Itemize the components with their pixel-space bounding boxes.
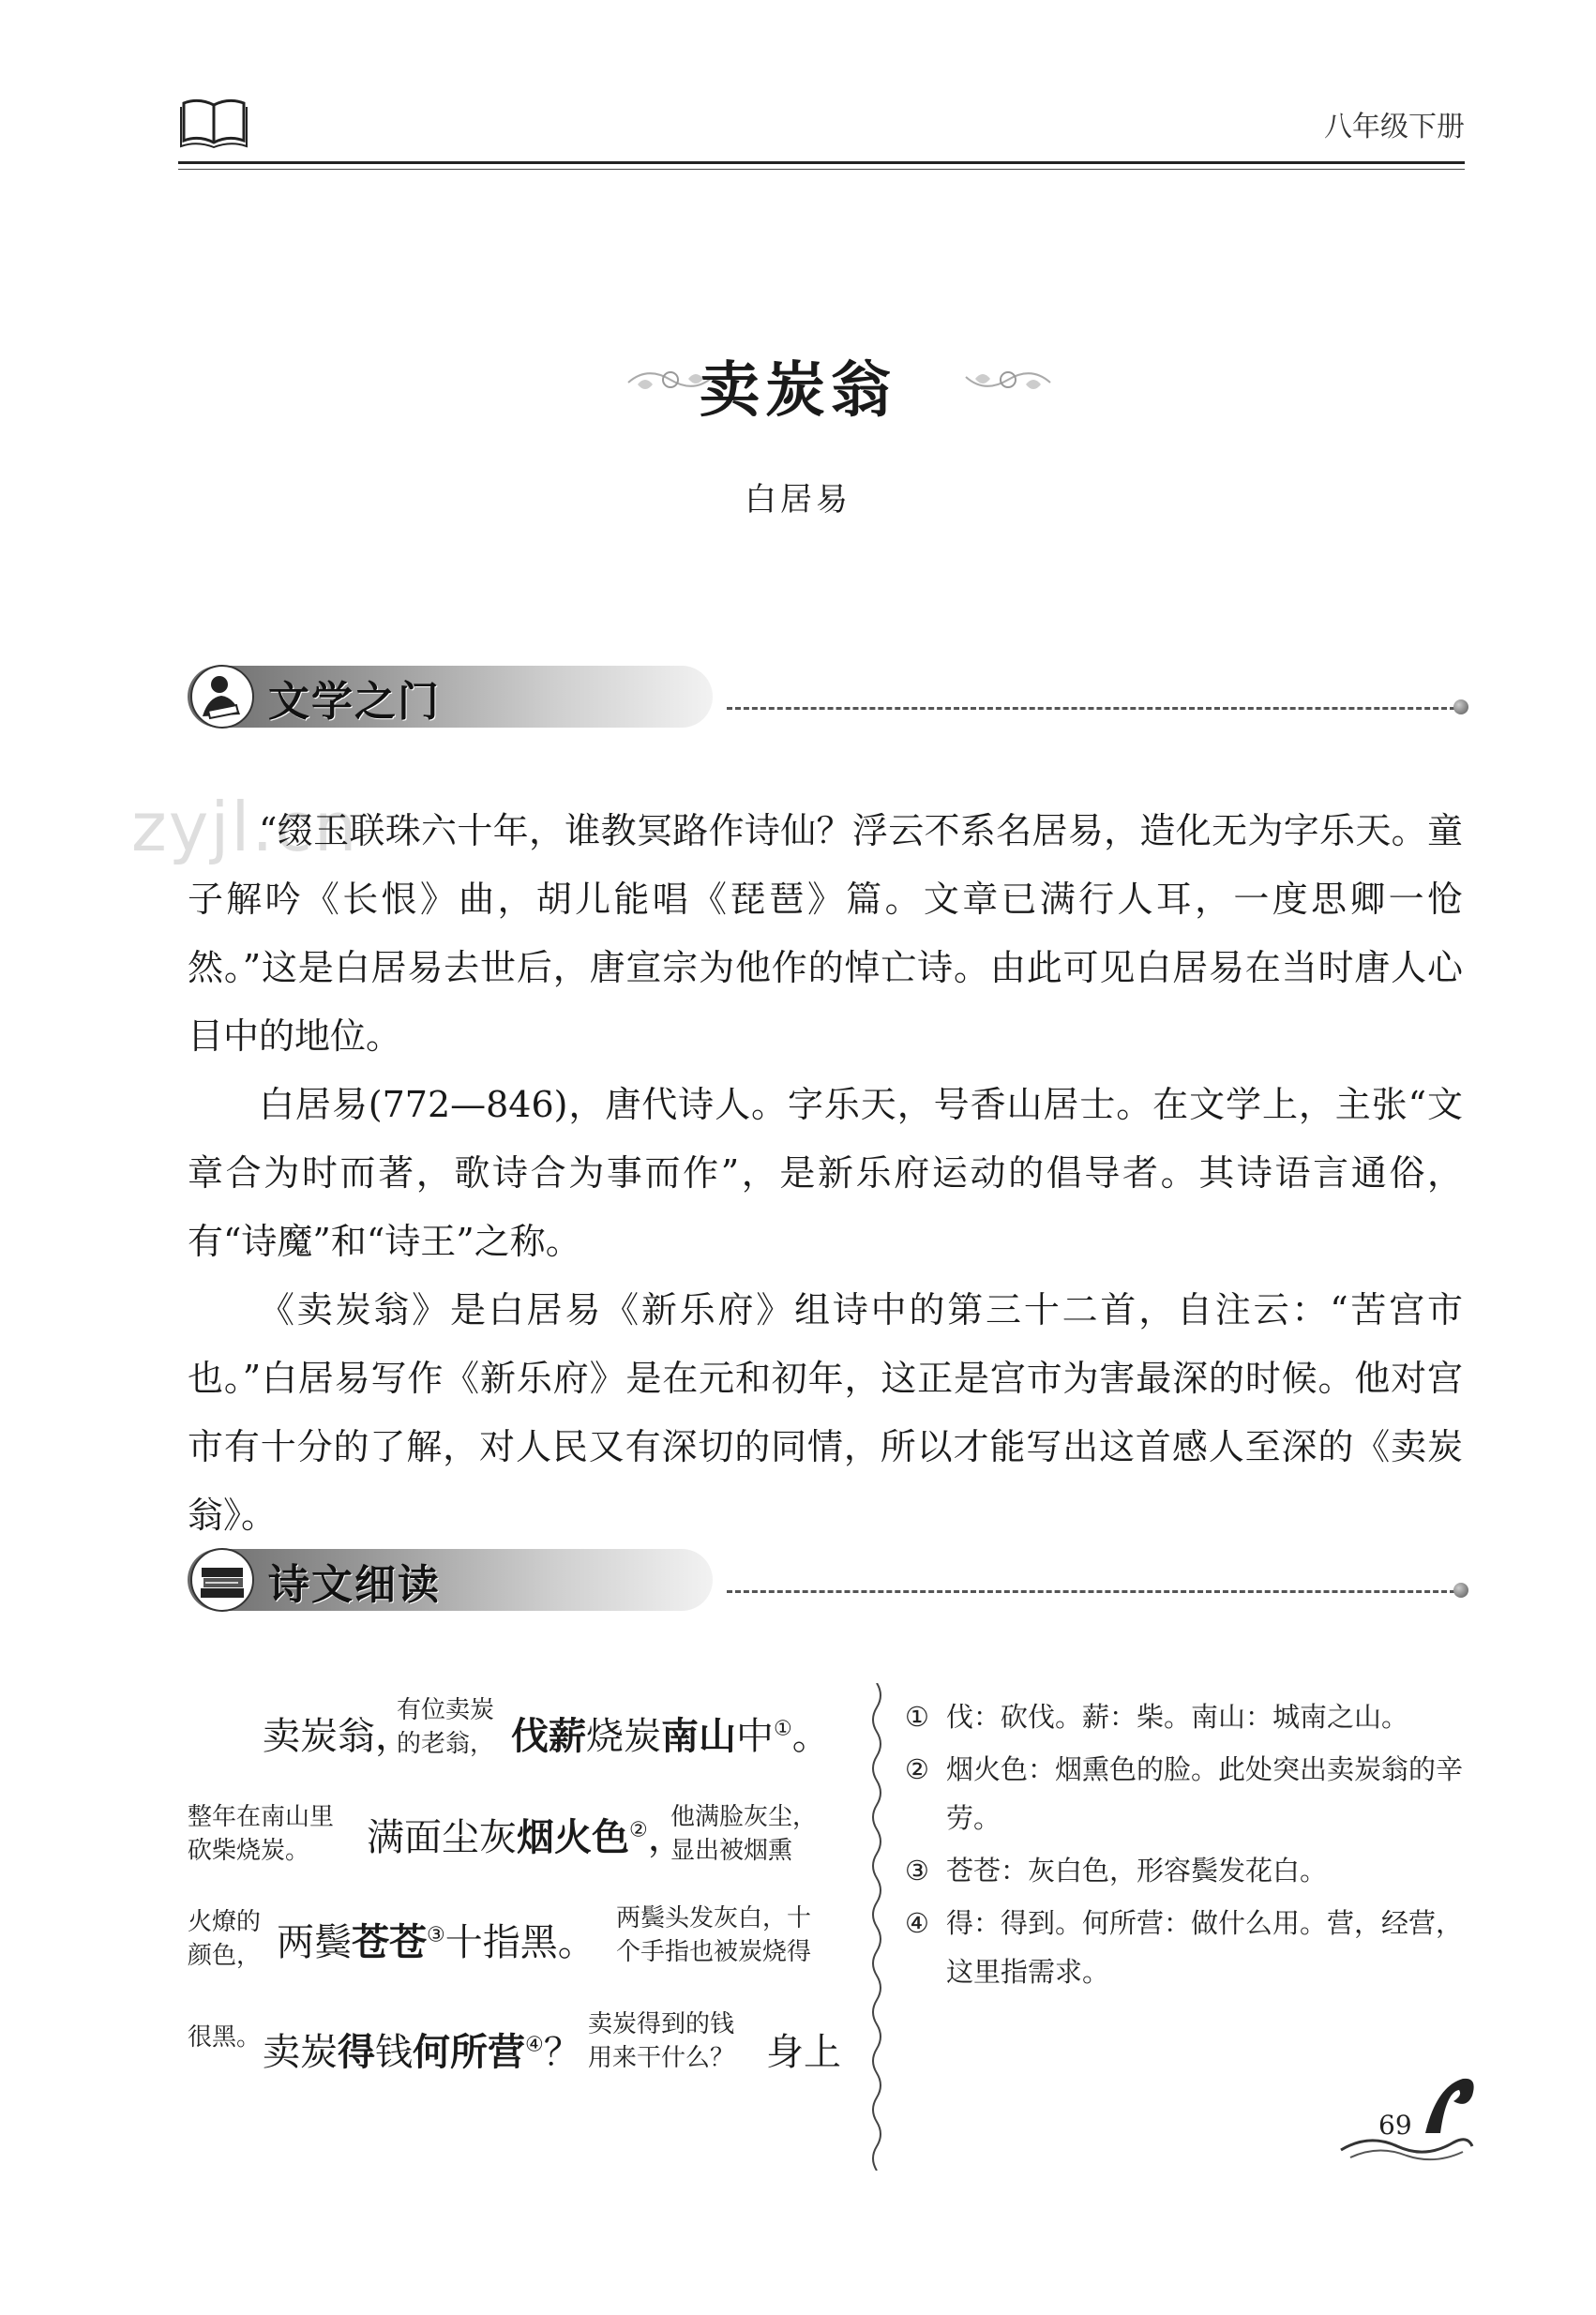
poem-line	[183, 1791, 858, 1894]
books-icon	[189, 1545, 255, 1615]
paragraph: 白居易(772—846)，唐代诗人。字乐天，号香山居士。在文学上，主张“文章合为时而著，歌诗合为事而作”，是新乐府运动的倡导者。其诗语言通俗，有“诗魔”和“诗王”之称。	[188, 1084, 1463, 1262]
author: 白居易	[745, 481, 851, 519]
poem-text: 卖炭得钱何所营④？	[263, 2031, 581, 2074]
poem-text: 身上	[766, 2031, 841, 2074]
gloss: 火燎的 颜色，	[188, 1908, 262, 1970]
footnote: ② 烟火色：烟熏色的脸。此处突出卖炭翁的辛劳。	[905, 1753, 1464, 1834]
poem-text: 两鬓苍苍③十指黑。	[277, 1921, 595, 1964]
gloss: 他满脸灰尘， 显出被烟熏	[670, 1803, 818, 1865]
section-header-close-reading	[178, 1540, 1472, 1624]
section-title: 文学之门	[268, 678, 441, 726]
poem-line	[183, 1896, 858, 1999]
open-book-icon	[180, 94, 248, 150]
poem-text: 满面尘灰烟火色②，	[367, 1816, 685, 1859]
footnotes	[905, 1692, 1468, 2000]
gloss: 很黑。	[188, 2023, 262, 2052]
wavy-divider	[867, 1683, 886, 2171]
section-title: 诗文细读	[268, 1561, 441, 1609]
poem-text: 伐薪烧炭南山中①。	[511, 1715, 830, 1758]
poem-line	[183, 1688, 858, 1791]
header-rule	[178, 161, 1465, 174]
gloss: 有位卖炭 的老翁，	[397, 1696, 495, 1758]
footnote: ① 伐：砍伐。薪：柴。南山：城南之山。	[905, 1701, 1409, 1733]
paragraph: “缀玉联珠六十年，谁教冥路作诗仙？浮云不系名居易，造化无为字乐天。童子解吟《长恨》曲，胡儿能唱《琵琶》篇。文章已满行人耳，一度思卿一怆然。”这是白居易去世后，唐宣宗为他作的悼亡诗。由此可见白居易在当时唐人心目中的地位。	[188, 810, 1463, 1057]
footnote: ③ 苍苍：灰白色，形容鬓发花白。	[905, 1855, 1328, 1887]
intro-text	[188, 797, 1463, 1550]
poem-block	[183, 1688, 858, 2175]
poem-text: 卖炭翁，	[263, 1715, 413, 1758]
reader-icon	[189, 662, 255, 731]
paragraph: 《卖炭翁》是白居易《新乐府》组诗中的第三十二首，自注云：“苦宫市也。”白居易写作《新乐府》是在元和初年，这正是宫市为害最深的时候。他对宫市有十分的了解，对人民又有深切的同情，所以才能写出这首感人至深的《卖炭翁》。	[188, 1289, 1463, 1536]
footnote: ④ 得：得到。何所营：做什么用。营，经营，这里指需求。	[905, 1907, 1464, 1988]
gloss: 两鬓头发灰白，十 个手指也被炭烧得	[616, 1904, 812, 1966]
page-title: 卖炭翁	[700, 355, 896, 426]
page-number: 69	[1378, 2110, 1412, 2141]
gloss: 卖炭得到的钱 用来干什么？	[588, 2010, 735, 2072]
watermark: zyjl.cn	[131, 788, 359, 866]
gloss: 整年在南山里 砍柴烧炭。	[188, 1803, 335, 1865]
poem-line	[183, 2002, 858, 2105]
section-header-literature	[178, 656, 1472, 741]
flower-ornament-icon	[956, 356, 1060, 403]
grade-label: 八年级下册	[1324, 111, 1465, 143]
